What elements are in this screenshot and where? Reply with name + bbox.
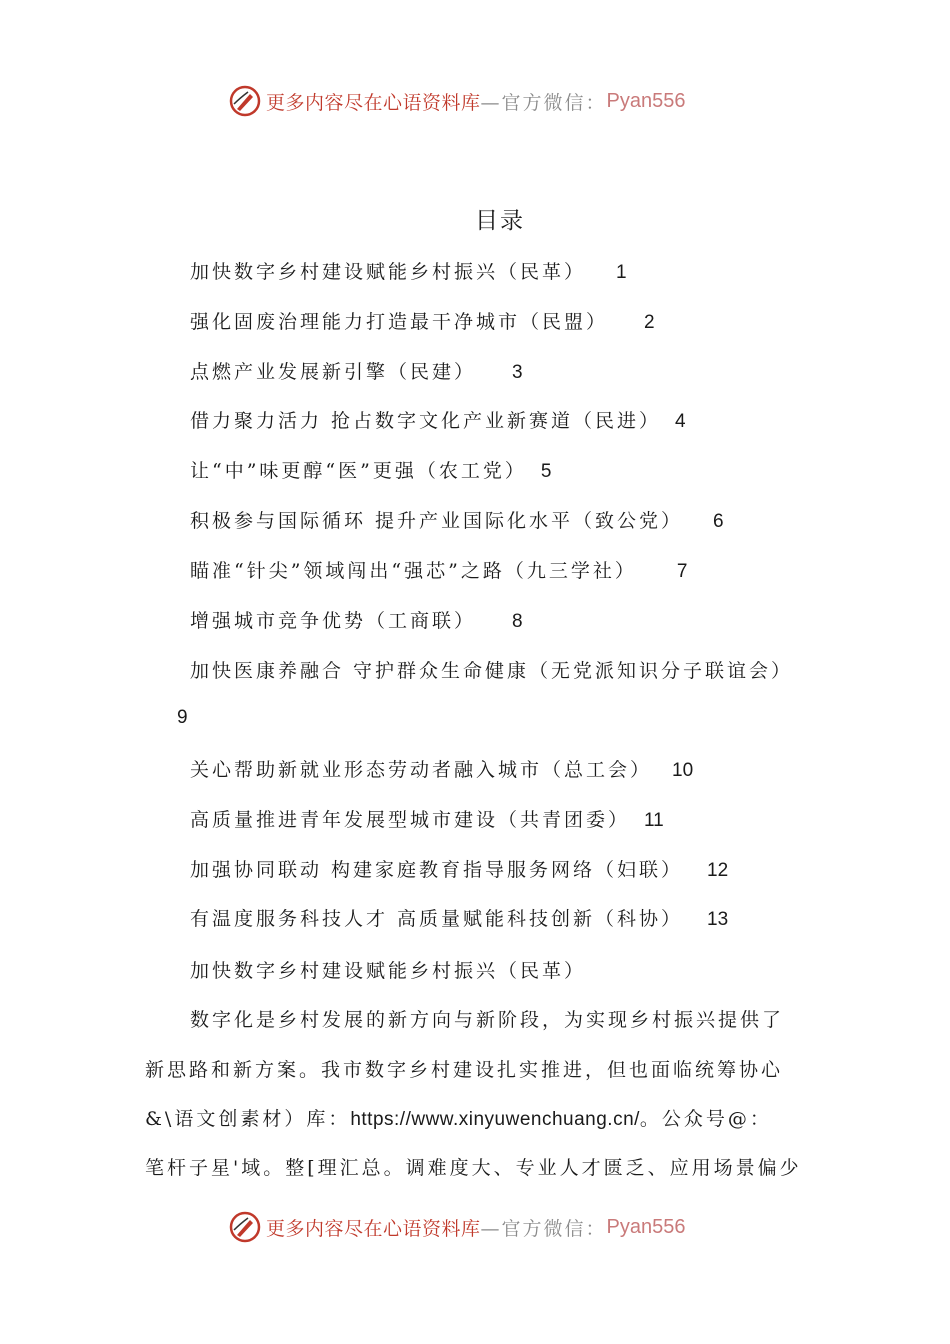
toc-item-page: 11 [644, 810, 664, 831]
toc-item-label: 瞄准“针尖”领域闯出“强芯”之路（九三学社） [190, 560, 637, 582]
toc-item-label: 点燃产业发展新引擎（民建） [190, 361, 477, 383]
toc-item[interactable] [190, 506, 724, 533]
toc-item-page: 12 [707, 860, 729, 881]
toc-item-label: 增强城市竞争优势（工商联） [190, 610, 477, 632]
toc-item[interactable] [190, 556, 687, 583]
body-line: 笔杆子星'域。整[理汇总。调难度大、专业人才匮乏、应用场景偏少 [145, 1157, 802, 1179]
banner-wechat-id: Pyan556 [606, 1215, 686, 1238]
toc-item[interactable] [190, 805, 664, 832]
toc-item-page: 8 [512, 611, 523, 632]
toc-item-page: 4 [675, 411, 686, 432]
toc-item-page: 2 [644, 312, 655, 333]
watermark-banner-top [228, 84, 686, 118]
pen-logo-icon [228, 1210, 262, 1244]
toc-item-label: 让“中”味更醇“医”更强（农工党） [190, 460, 527, 482]
body-line [145, 1104, 772, 1131]
toc-item-label: 有温度服务科技人才 高质量赋能科技创新（科协） [190, 908, 684, 930]
toc-item-label: 加快数字乡村建设赋能乡村振兴（民革） [190, 261, 587, 283]
watermark-banner-bottom [228, 1210, 686, 1244]
toc-item-page: 6 [713, 511, 724, 532]
toc-item-page: 10 [672, 760, 694, 781]
section-title: 加快数字乡村建设赋能乡村振兴（民革） [190, 960, 587, 982]
banner-main-text: 更多内容尽在心语资料库 [266, 91, 481, 114]
body-text: &\语文创素材）库： [145, 1108, 351, 1130]
toc-item-page: 13 [707, 909, 729, 930]
toc-item-label: 加快医康养融合 守护群众生命健康（无党派知识分子联谊会） [190, 660, 794, 682]
banner-wechat-id: Pyan556 [606, 89, 686, 112]
toc-item-page: 9 [177, 707, 188, 728]
toc-item[interactable] [190, 904, 728, 931]
body-text: 。公众号@： [639, 1108, 772, 1130]
pen-logo-icon [228, 84, 262, 118]
toc-item[interactable] [190, 456, 551, 483]
toc-item[interactable] [190, 656, 793, 683]
body-line: 数字化是乡村发展的新方向与新阶段，为实现乡村振兴提供了 [190, 1009, 785, 1031]
toc-item-page: 1 [616, 262, 627, 283]
toc-item-page: 3 [512, 362, 523, 383]
banner-sub-text: —官方微信： [480, 91, 607, 114]
banner-sub-text: —官方微信： [480, 1217, 607, 1240]
toc-item[interactable] [190, 357, 523, 384]
toc-item-label: 高质量推进青年发展型城市建设（共青团委） [190, 809, 631, 831]
toc-item-page: 7 [676, 561, 688, 582]
toc-item-label: 加强协同联动 构建家庭教育指导服务网络（妇联） [190, 859, 684, 881]
body-line: 新思路和新方案。我市数字乡村建设扎实推进，但也面临统筹协心 [145, 1059, 784, 1081]
source-url-link[interactable]: https://www.xinyuwenchuang.cn/ [350, 1109, 640, 1130]
toc-item-page: 5 [540, 461, 552, 482]
toc-item-label: 积极参与国际循环 提升产业国际化水平（致公党） [190, 510, 684, 532]
banner-main-text: 更多内容尽在心语资料库 [266, 1217, 481, 1240]
toc-item[interactable] [190, 855, 728, 882]
toc-item[interactable] [190, 257, 627, 284]
toc-item-label: 借力聚力活力 抢占数字文化产业新赛道（民进） [190, 410, 662, 432]
toc-item-label: 关心帮助新就业形态劳动者融入城市（总工会） [190, 759, 653, 781]
toc-item[interactable] [190, 307, 655, 334]
toc-title: 目录 [475, 208, 525, 234]
toc-item[interactable] [190, 606, 523, 633]
toc-item-label: 强化固废治理能力打造最干净城市（民盟） [190, 311, 609, 333]
toc-item[interactable] [190, 755, 693, 782]
toc-item[interactable] [190, 406, 686, 433]
